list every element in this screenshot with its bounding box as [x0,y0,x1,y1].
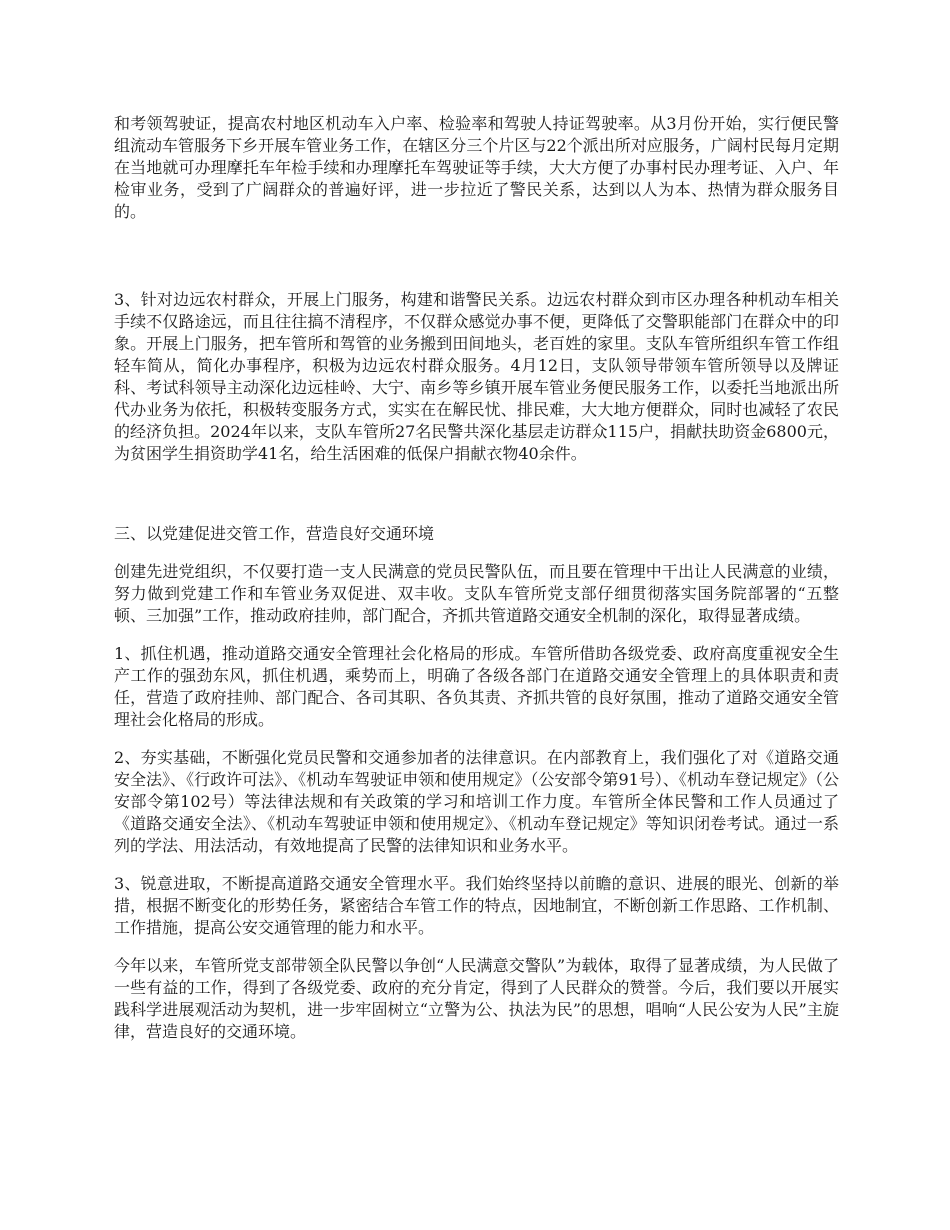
paragraph-item-3-management-level: 3、锐意进取，不断提高道路交通安全管理水平。我们始终坚持以前瞻的意识、进展的眼光、创新的举措，根据不断变化的形势任务，紧密结合车管工作的特点，因地制宜，不断创新工作思路、工作机制、工作措施，提高公安交通管理的能力和水平。 [114,874,839,937]
paragraph-item-1-opportunity: 1、抓住机遇，推动道路交通安全管理社会化格局的形成。车管所借助各级党委、政府高度重视安全生产工作的强劲东风，抓住机遇，乘势而上，明确了各级各部门在道路交通安全管理上的具体职责和责任，营造了政府挂帅、部门配合、各司其职、各负其责、齐抓共管的良好氛围，推动了道路交通安全管理社会化格局的形成。 [114,644,839,729]
paragraph-conclusion: 今年以来，车管所党支部带领全队民警以争创“人民满意交警队”为载体，取得了显著成绩，为人民做了一些有益的工作，得到了各级党委、政府的充分肯定，得到了人民群众的赞誉。今后，我们要以开展实践科学进展观活动为契机，进一步牢固树立“立警为公、执法为民”的思想，唱响“人民公安为人民”主旋律，营造良好的交通环境。 [114,956,839,1041]
paragraph-item-2-legal-awareness: 2、夯实基础，不断强化党员民警和交通参加者的法律意识。在内部教育上，我们强化了对《道路交通安全法》、《行政许可法》、《机动车驾驶证申领和使用规定》（公安部令第91号）、《机动车登记规定》（公安部令第102号）等法律法规和有关政策的学习和培训工作力度。车管所全体民警和工作人员通过了《道路交通安全法》、《机动车驾驶证申领和使用规定》、《机动车登记规定》等知识闭卷考试。通过一系列的学法、用法活动，有效地提高了民警的法律知识和业务水平。 [114,748,839,855]
paragraph-item-3-doorstep-service: 3、针对边远农村群众，开展上门服务，构建和谐警民关系。边远农村群众到市区办理各种机动车相关手续不仅路途远，而且往往搞不清程序，不仅群众感觉办事不便，更降低了交警职能部门在群众中的印象。开展上门服务，把车管所和驾管的业务搬到田间地头，老百姓的家里。支队车管所组织车管工作组轻车简从，简化办事程序，积极为边远农村群众服务。4月12日，支队领导带领车管所领导以及牌证科、考试科领导主动深化边远桂岭、大宁、南乡等乡镇开展车管业务便民服务工作，以委托当地派出所代办业务为依托，积极转变服务方式，实实在在解民忧、排民难，大大地方便群众，同时也减轻了农民的经济负担。2024年以来，支队车管所27名民警共深化基层走访群众115户，捐献扶助资金6800元，为贫困学生捐资助学41名，给生活困难的低保户捐献衣物40余件。 [114,290,839,463]
paragraph-intro-continued: 和考领驾驶证，提高农村地区机动车入户率、检验率和驾驶人持证驾驶率。从3月份开始，实行便民警组流动车管服务下乡开展车管业务工作，在辖区分三个片区与22个派出所对应服务，广阔村民每月定期在当地就可办理摩托车年检手续和办理摩托车驾驶证等手续，大大方便了办事村民办理考证、入户、年检审业务，受到了广阔群众的普遍好评，进一步拉近了警民关系，达到以人为本、热情为群众服务目的。 [114,114,839,221]
paragraph-section-intro: 创建先进党组织，不仅要打造一支人民满意的党员民警队伍，而且要在管理中干出让人民满意的业绩，努力做到党建工作和车管业务双促进、双丰收。支队车管所党支部仔细贯彻落实国务院部署的“五整顿、三加强”工作，推动政府挂帅，部门配合，齐抓共管道路交通安全机制的深化，取得显著成绩。 [114,562,839,625]
section-heading-3: 三、以党建促进交管工作，营造良好交通环境 [114,524,435,543]
document-body [114,113,839,1043]
